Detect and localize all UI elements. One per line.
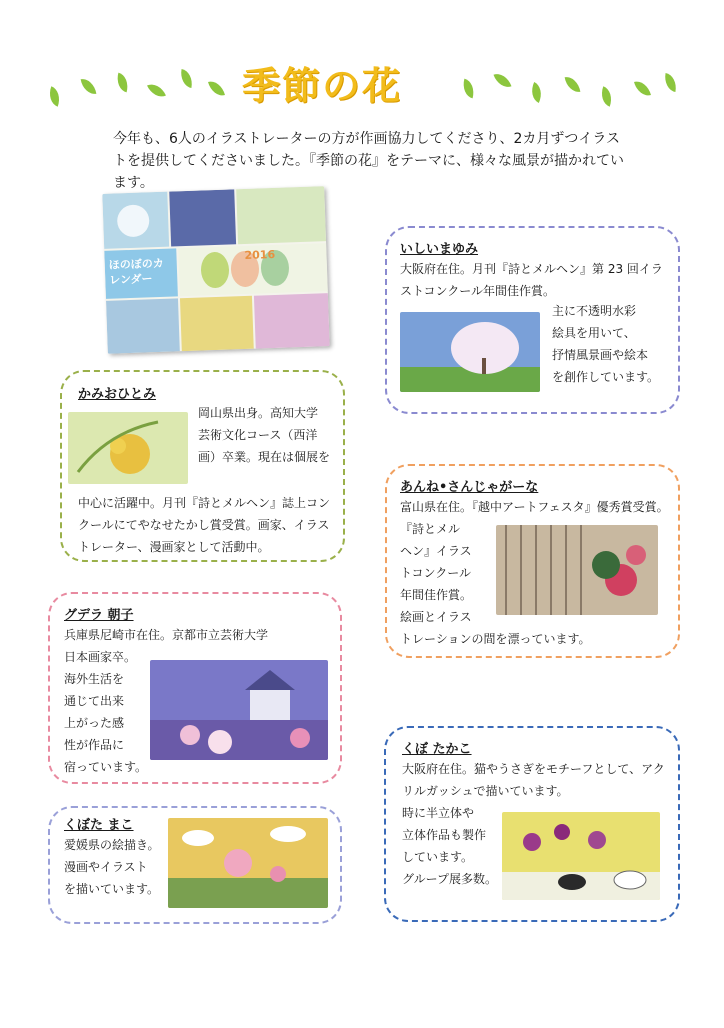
artist-name: いしいまゆみ [400,242,479,257]
artist-name: かみおひとみ [78,387,157,402]
artist-bio: 大阪府在住。月刊『詩とメルヘン』第 23 回イラストコンクール年間佳作賞。 [400,262,663,298]
leaf-icon [114,73,131,93]
page-title: 季節の花 [242,64,403,108]
artist-bio: 『詩とメル ヘン』イラス トコンクール 年間佳作賞。 絵画とイラス [400,522,473,624]
artist-name: あんね•さんじゃがーな [400,480,539,495]
artwork-image [502,812,660,900]
artist-bio: 時に半立体や 立体作品も製作 しています。 グループ展多数。 [402,806,498,886]
leaf-icon [565,75,581,94]
artist-bio: トレーションの間を漂っています。 [400,632,591,646]
leaf-icon [493,70,511,90]
leaf-icon [634,79,651,99]
intro-text: 今年も、6人のイラストレーターの方が作画協力してくださり、2カ月ずつイラストを提供してくださいました。『季節の花』をテーマに、様々な風景が描かれています。 [113,131,624,191]
calendar-title: ほのぼのカレンダー [108,256,164,287]
artist-bio: 富山県在住。『越中アートフェスタ』優秀賞受賞。 [400,500,669,514]
artwork-image [150,660,328,760]
artwork-image [168,818,328,908]
artist-bio: 主に不透明水彩 絵具を用いて、 抒情風景画や絵本 を創作しています。 [552,304,660,384]
calendar-year: 2016 [244,247,276,262]
leaf-icon [663,73,679,92]
calendar-image [102,186,329,354]
artist-bio: 中心に活躍中。月刊『詩とメルヘン』誌上コンクールにてやなせたかし賞受賞。画家、イラストレーター、漫画家として活動中。 [78,496,331,554]
leaf-icon [81,77,97,96]
leaf-icon [179,69,195,88]
leaf-icon [208,79,225,99]
artist-bio: 日本画家卒。 海外生活を 通じて出来 上がった感 性が作品に 宿っています。 [64,650,148,774]
artwork-image [496,525,658,615]
artist-bio: 大阪府在住。猫やうさぎをモチーフとして、アクリルガッシュで描いています。 [402,762,665,798]
leaf-icon [45,86,63,106]
artwork-image [400,312,540,392]
artist-name: くぼ たかこ [402,742,472,757]
leaf-icon [527,82,546,103]
leaf-icon [147,80,166,101]
artist-bio: 兵庫県尼崎市在住。京都市立芸術大学 [64,628,269,642]
artist-name: くぼた まこ [64,818,134,833]
leaf-icon [597,86,615,106]
artwork-image [68,412,188,484]
leaf-icon [460,79,477,99]
artist-bio: 愛媛県の絵描き。 漫画やイラスト を描いています。 [64,838,160,896]
artist-name: グデラ 朝子 [64,608,134,623]
artist-bio: 岡山県出身。高知大学 芸術文化コース（西洋 画）卒業。現在は個展を [198,406,331,464]
